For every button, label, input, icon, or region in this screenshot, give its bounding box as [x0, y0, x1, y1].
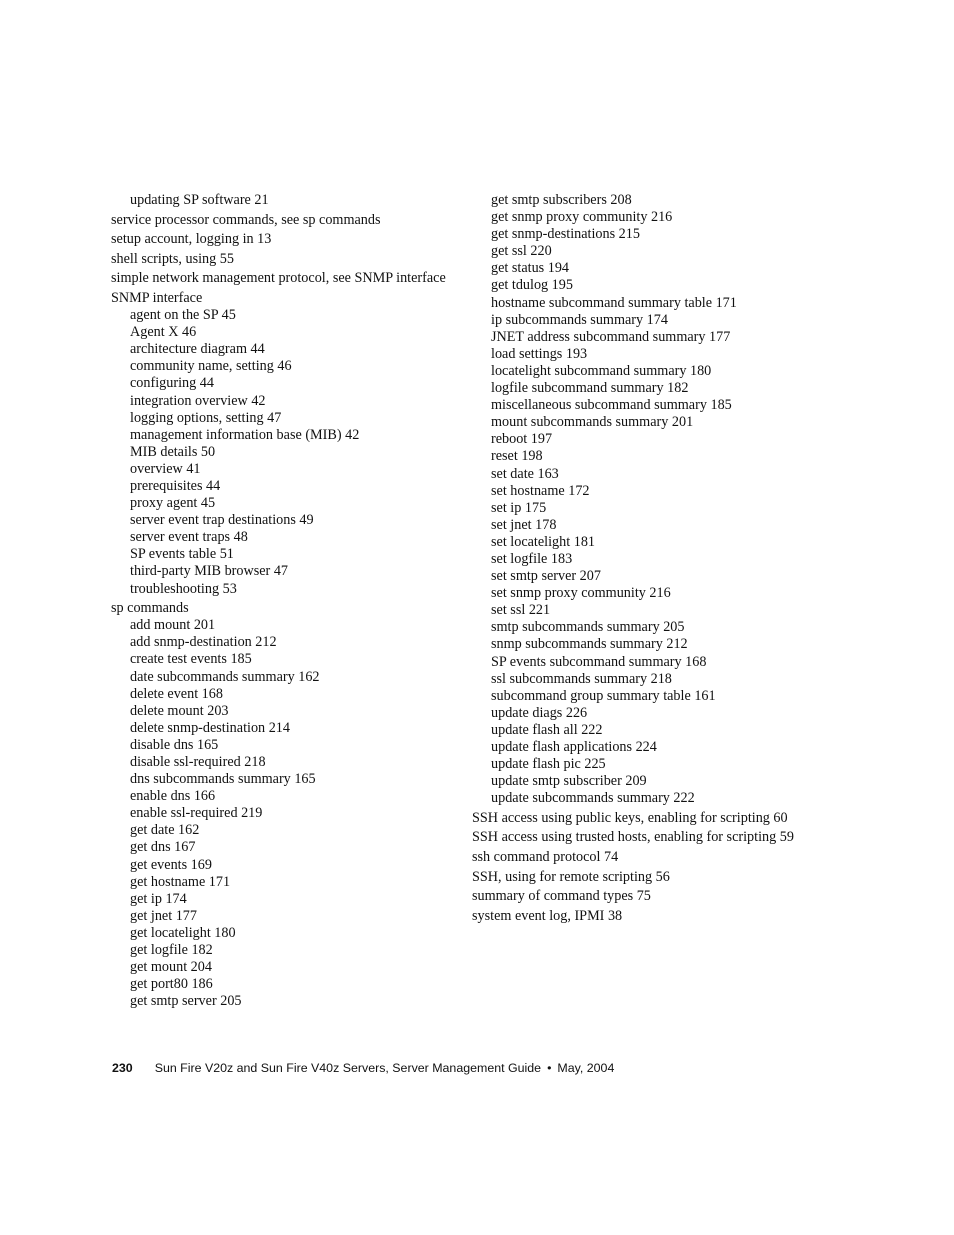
index-entry: summary of command types 75 — [472, 888, 651, 905]
index-entry: service processor commands, see sp commands — [111, 211, 381, 228]
index-subentry: get tdulog 195 — [491, 277, 573, 294]
index-subentry: set snmp proxy community 216 — [491, 585, 671, 602]
index-subentry: delete snmp-destination 214 — [130, 719, 290, 736]
index-subentry: locatelight subcommand summary 180 — [491, 362, 712, 379]
index-subentry: overview 41 — [130, 460, 201, 477]
index-subentry: SP events table 51 — [130, 546, 234, 563]
index-subentry: load settings 193 — [491, 345, 588, 362]
index-subentry: get port80 186 — [130, 976, 213, 993]
index-entry: SSH access using public keys, enabling for scripting 60 — [472, 809, 788, 826]
index-subentry: mount subcommands summary 201 — [491, 414, 694, 431]
index-subentry: update smtp subscriber 209 — [491, 773, 647, 790]
index-entry: SSH access using trusted hosts, enabling for scripting 59 — [472, 829, 794, 846]
index-subentry: reset 198 — [491, 448, 543, 465]
page-footer — [112, 1061, 614, 1075]
index-subentry: JNET address subcommand summary 177 — [491, 328, 731, 345]
index-subentry: logging options, setting 47 — [130, 409, 282, 426]
document-title: Sun Fire V20z and Sun Fire V40z Servers, Server Management Guide — [154, 1061, 542, 1075]
index-subentry: ssl subcommands summary 218 — [491, 670, 672, 687]
index-subentry: get mount 204 — [130, 959, 212, 976]
index-subentry: get locatelight 180 — [130, 924, 236, 941]
index-subentry: get jnet 177 — [130, 907, 197, 924]
index-subentry: third-party MIB browser 47 — [130, 563, 289, 580]
index-subentry: get logfile 182 — [130, 942, 213, 959]
index-column-left — [111, 192, 451, 1010]
index-subentry: integration overview 42 — [130, 392, 266, 409]
index-subentry: get smtp server 205 — [130, 993, 242, 1010]
index-subentry: troubleshooting 53 — [130, 580, 237, 597]
index-subentry: create test events 185 — [130, 651, 252, 668]
index-subentry: hostname subcommand summary table 171 — [491, 294, 737, 311]
index-subentry: configuring 44 — [130, 375, 214, 392]
index-subentry: miscellaneous subcommand summary 185 — [491, 397, 732, 414]
index-subentry: prerequisites 44 — [130, 478, 221, 494]
index-subentry: disable ssl-required 218 — [130, 754, 266, 770]
index-subentry: set logfile 183 — [491, 550, 573, 567]
index-subentry: delete event 168 — [130, 685, 223, 702]
index-entry: setup account, logging in 13 — [111, 231, 272, 248]
index-subentry: get ssl 220 — [491, 243, 552, 260]
index-subentry: add mount 201 — [130, 617, 216, 634]
index-subentry: get hostname 171 — [130, 873, 231, 890]
index-subentry: get snmp proxy community 216 — [491, 209, 673, 226]
index-entry: SSH, using for remote scripting 56 — [472, 868, 670, 885]
index-subentry: agent on the SP 45 — [130, 307, 236, 324]
index-entry: system event log, IPMI 38 — [472, 907, 623, 924]
page-number: 230 — [112, 1061, 133, 1075]
index-subentry: community name, setting 46 — [130, 358, 292, 375]
document-date: May, 2004 — [557, 1061, 615, 1075]
index-subentry: snmp subcommands summary 212 — [491, 636, 688, 653]
index-subentry: get dns 167 — [130, 839, 196, 856]
footer-bullet: • — [547, 1061, 552, 1075]
index-entry: SNMP interface — [111, 289, 203, 306]
index-subentry: server event trap destinations 49 — [130, 512, 314, 529]
index-column-right — [472, 192, 802, 925]
index-subentry: set date 163 — [491, 465, 559, 482]
index-subentry: get snmp-destinations 215 — [491, 226, 640, 243]
index-subentry: subcommand group summary table 161 — [491, 687, 716, 704]
index-subentry: enable dns 166 — [130, 788, 216, 805]
index-subentry: get events 169 — [130, 856, 212, 873]
index-subentry: update flash all 222 — [491, 721, 603, 738]
index-entry: sp commands — [111, 600, 189, 617]
index-subentry: set hostname 172 — [491, 482, 590, 499]
index-subentry: get smtp subscribers 208 — [491, 192, 632, 208]
index-subentry: update flash pic 225 — [491, 756, 606, 773]
index-subentry: Agent X 46 — [130, 324, 197, 341]
index-subentry: proxy agent 45 — [130, 495, 216, 512]
index-subentry: get date 162 — [130, 822, 200, 839]
index-subentry: set ssl 221 — [491, 602, 551, 619]
index-subentry: set smtp server 207 — [491, 568, 601, 585]
index-subentry: architecture diagram 44 — [130, 341, 265, 358]
index-subentry: get status 194 — [491, 260, 570, 277]
index-subentry: SP events subcommand summary 168 — [491, 653, 707, 670]
index-subentry: dns subcommands summary 165 — [130, 771, 316, 788]
index-subentry: reboot 197 — [491, 431, 553, 448]
index-entry: shell scripts, using 55 — [111, 250, 234, 267]
index-subentry: set ip 175 — [491, 499, 547, 516]
index-subentry: update diags 226 — [491, 704, 588, 721]
index-subentry: set jnet 178 — [491, 516, 557, 533]
index-subentry: disable dns 165 — [130, 736, 219, 753]
index-subentry: server event traps 48 — [130, 529, 248, 546]
index-subentry: smtp subcommands summary 205 — [491, 619, 685, 636]
index-subentry: set locatelight 181 — [491, 533, 596, 550]
index-subentry: MIB details 50 — [130, 443, 216, 460]
index-subentry: delete mount 203 — [130, 702, 229, 719]
index-subentry: get ip 174 — [130, 890, 187, 907]
index-subentry: management information base (MIB) 42 — [130, 426, 360, 443]
index-subentry: updating SP software 21 — [130, 192, 269, 208]
index-entry: ssh command protocol 74 — [472, 849, 619, 866]
index-subentry: update flash applications 224 — [491, 739, 657, 755]
index-entry: simple network management protocol, see SNMP interface — [111, 270, 446, 287]
index-subentry: ip subcommands summary 174 — [491, 311, 668, 328]
index-subentry: enable ssl-required 219 — [130, 805, 263, 822]
index-subentry: date subcommands summary 162 — [130, 668, 320, 685]
index-subentry: update subcommands summary 222 — [491, 790, 695, 807]
index-subentry: add snmp-destination 212 — [130, 634, 277, 651]
index-subentry: logfile subcommand summary 182 — [491, 380, 689, 397]
